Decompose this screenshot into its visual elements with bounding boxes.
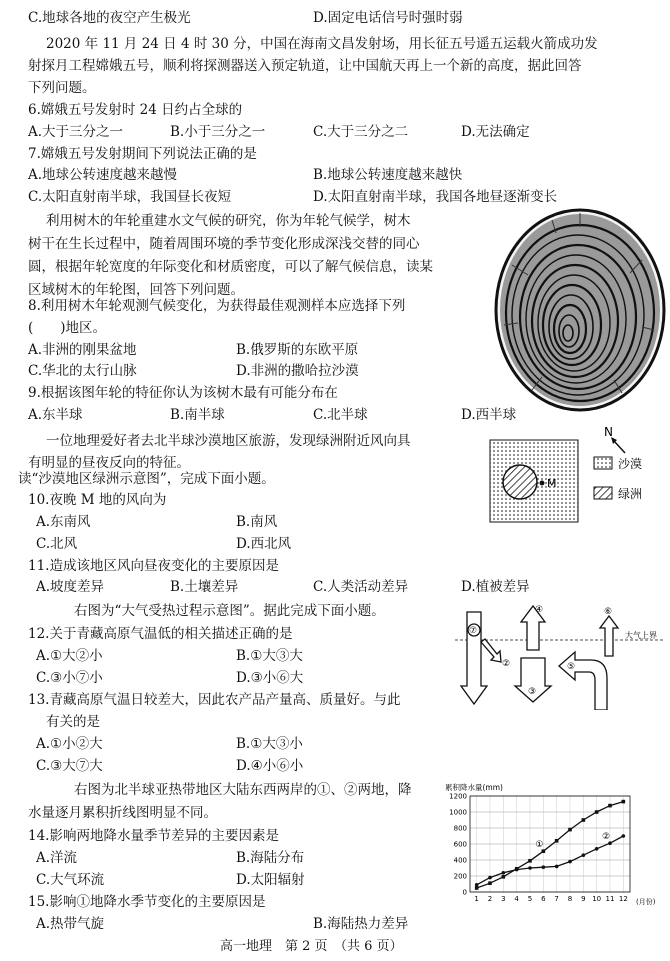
y-tick-label: 400 — [453, 856, 467, 865]
x-tick-label: 6 — [541, 895, 546, 903]
q11-option-c[interactable]: C.人类活动差异 — [313, 579, 409, 595]
option-d-phone: D.固定电话信号时强时弱 — [313, 10, 463, 26]
arrow-6 — [600, 616, 618, 656]
data-point — [475, 886, 479, 890]
chart-ylabel: 累积降水量(mm) — [445, 783, 503, 792]
question-10: 10.夜晚 M 地的风向为 — [28, 492, 167, 508]
q14-option-b[interactable]: B.海陆分布 — [236, 850, 305, 866]
q12-option-c[interactable]: C.③小⑦小 — [36, 670, 103, 686]
q11-option-b[interactable]: B.土壤差异 — [170, 579, 239, 595]
data-point — [595, 847, 599, 851]
passage-precip-line2: 水量逐月累积折线图明显不同。 — [28, 805, 217, 821]
oasis-area — [503, 465, 537, 499]
north-arrow-icon — [604, 425, 625, 453]
question-8-cont: ( )地区。 — [28, 320, 107, 336]
passage-oasis-line3: 读“沙漠地区绿洲示意图”，完成下面小题。 — [18, 471, 275, 487]
q11-option-d[interactable]: D.植被差异 — [461, 579, 530, 595]
q9-option-b[interactable]: B.南半球 — [170, 407, 225, 423]
q13-option-b[interactable]: B.①大③小 — [236, 736, 303, 752]
x-tick-label: 9 — [581, 895, 586, 903]
passage-atmos: 右图为“大气受热过程示意图”。据此完成下面小题。 — [74, 603, 385, 619]
passage-launch-line2: 射探月工程嫦娥五号，顺利将探测器送入预定轨道，让中国航天再上一个新的高度，据此回答 — [28, 58, 582, 74]
legend-desert-label: 沙漠 — [618, 457, 643, 471]
q6-option-d[interactable]: D.无法确定 — [461, 124, 530, 140]
q14-option-d[interactable]: D.太阳辐射 — [236, 872, 305, 888]
precipitation-chart — [440, 780, 665, 908]
chart-xlabel: (月份) — [636, 898, 656, 906]
q11-option-a[interactable]: A.坡度差异 — [36, 579, 105, 595]
q6-option-a[interactable]: A.大于三分之一 — [28, 124, 124, 140]
passage-tree-line4: 区域树木的年轮图，回答下列问题。 — [28, 282, 244, 298]
data-point — [622, 800, 626, 804]
question-7: 7.嫦娥五号发射期间下列说法正确的是 — [28, 146, 257, 162]
q10-option-d[interactable]: D.西北风 — [236, 536, 292, 552]
data-point — [488, 876, 492, 880]
series-label: ① — [535, 840, 544, 851]
q8-option-b[interactable]: B.俄罗斯的东欧平原 — [236, 342, 359, 358]
passage-tree-line3: 圆，根据年轮宽度的年际变化和材质密度，可以了解气候信息，读某 — [28, 259, 433, 275]
series-label: ② — [602, 832, 611, 843]
q7-option-b[interactable]: B.地球公转速度越来越快 — [313, 167, 463, 183]
data-point — [622, 834, 626, 838]
data-point — [582, 818, 586, 822]
q15-option-a[interactable]: A.热带气旋 — [36, 916, 105, 932]
legend-oasis-label: 绿洲 — [618, 487, 643, 501]
q7-option-c[interactable]: C.太阳直射南半球，我国昼长夜短 — [28, 189, 232, 205]
point-m — [540, 481, 545, 486]
y-tick-label: 600 — [453, 840, 467, 849]
q12-option-b[interactable]: B.①大③大 — [236, 648, 303, 664]
y-tick-label: 1200 — [449, 792, 467, 801]
x-tick-label: 12 — [618, 895, 628, 903]
y-tick-label: 1000 — [449, 808, 467, 817]
q9-option-c[interactable]: C.北半球 — [313, 407, 368, 423]
x-tick-label: 3 — [501, 895, 506, 903]
q12-option-a[interactable]: A.①大②小 — [36, 648, 103, 664]
data-point — [568, 860, 572, 864]
q8-option-c[interactable]: C.华北的太行山脉 — [28, 363, 137, 379]
q13-option-c[interactable]: C.③大⑦大 — [36, 758, 103, 774]
passage-oasis-line1: 一位地理爱好者去北半球沙漠地区旅游，发现绿洲附近风向具 — [46, 433, 411, 449]
data-point — [555, 839, 559, 843]
question-13-cont: 有关的是 — [46, 714, 100, 730]
q6-option-b[interactable]: B.小于三分之一 — [170, 124, 266, 140]
x-tick-label: 1 — [474, 895, 479, 903]
data-point — [528, 866, 532, 870]
passage-launch-line1: 2020 年 11 月 24 日 4 时 30 分，中国在海南文昌发射场，用长征五号遥五运载火箭成功发 — [46, 36, 598, 52]
label-2: ② — [502, 659, 511, 669]
q7-option-d[interactable]: D.太阳直射南半球，我国各地昼逐渐变长 — [313, 189, 558, 205]
series-line-2 — [477, 836, 624, 885]
top-of-atmosphere-label: 大气上界 — [625, 631, 657, 640]
point-m-label: M — [547, 477, 557, 490]
q12-option-d[interactable]: D.③小⑥大 — [236, 670, 304, 686]
q10-option-b[interactable]: B.南风 — [236, 514, 278, 530]
label-6: ⑥ — [604, 607, 613, 617]
passage-precip-line1: 右图为北半球亚热带地区大陆东西两岸的①、②两地，降 — [74, 782, 412, 798]
q10-option-c[interactable]: C.北风 — [36, 536, 78, 552]
arrow-2 — [481, 639, 501, 662]
q13-option-a[interactable]: A.①小②大 — [36, 736, 103, 752]
data-point — [502, 875, 506, 879]
y-tick-label: 800 — [453, 824, 467, 833]
label-7: ⑦ — [469, 626, 478, 636]
x-tick-label: 5 — [527, 895, 533, 903]
q14-option-a[interactable]: A.洋流 — [36, 850, 78, 866]
option-c-aurora: C.地球各地的夜空产生极光 — [28, 10, 191, 26]
atmospheric-heating-diagram — [455, 602, 665, 710]
y-tick-label: 200 — [453, 872, 467, 881]
q10-option-a[interactable]: A.东南风 — [36, 514, 91, 530]
q7-option-a[interactable]: A.地球公转速度越来越慢 — [28, 167, 178, 183]
question-12: 12.关于青藏高原气温低的相关描述正确的是 — [28, 626, 293, 642]
question-11: 11.造成该地区风向昼夜变化的主要原因是 — [28, 558, 279, 574]
label-3: ③ — [528, 687, 537, 697]
data-point — [568, 828, 572, 832]
passage-launch-line3: 下列问题。 — [28, 80, 96, 96]
x-tick-label: 11 — [605, 895, 615, 903]
legend-oasis-swatch — [594, 487, 612, 499]
q14-option-c[interactable]: C.大气环流 — [36, 872, 105, 888]
x-tick-label: 4 — [514, 895, 519, 903]
question-9: 9.根据该图年轮的特征你认为该树木最有可能分布在 — [28, 385, 338, 401]
y-tick-label: 0 — [462, 888, 467, 897]
data-point — [542, 865, 546, 869]
data-point — [488, 881, 492, 885]
q13-option-d[interactable]: D.④小⑥小 — [236, 758, 304, 774]
arrow-5 — [559, 652, 607, 710]
label-4: ④ — [535, 605, 544, 615]
passage-tree-line1: 利用树木的年轮重建水文气候的研究，你为年轮气候学，树木 — [46, 213, 411, 229]
x-tick-label: 10 — [592, 895, 602, 903]
question-6: 6.嫦娥五号发射时 24 日约占全球的 — [28, 102, 243, 118]
tree-ring-image — [492, 205, 667, 415]
data-point — [582, 853, 586, 857]
q15-option-b[interactable]: B.海陆热力差异 — [313, 916, 409, 932]
data-point — [555, 865, 559, 869]
data-point — [608, 804, 612, 808]
north-label: N — [604, 425, 613, 439]
x-tick-label: 7 — [554, 895, 559, 903]
label-5: ⑤ — [567, 662, 576, 672]
page-footer: 高一地理 第 2 页 （共 6 页） — [220, 939, 403, 954]
question-13: 13.青藏高原气温日较差大，因此农产品产量高、质量好。与此 — [28, 692, 401, 708]
question-14: 14.影响两地降水量季节差异的主要因素是 — [28, 828, 279, 844]
data-point — [595, 810, 599, 814]
data-point — [502, 871, 506, 875]
q9-option-d[interactable]: D.西半球 — [461, 407, 517, 423]
oasis-diagram — [488, 425, 670, 525]
passage-tree-line2: 树干在生长过程中，随着周围环境的季节变化形成深浅交替的同心 — [28, 236, 420, 252]
x-tick-label: 2 — [487, 895, 493, 903]
passage-oasis-line2: 有明显的昼夜反向的特征。 — [28, 455, 190, 471]
q8-option-d[interactable]: D.非洲的撒哈拉沙漠 — [236, 363, 359, 379]
data-point — [515, 868, 519, 872]
question-8: 8.利用树木年轮观测气候变化，为获得最佳观测样本应选择下列 — [28, 298, 406, 314]
q6-option-c[interactable]: C.大于三分之二 — [313, 124, 409, 140]
x-tick-label: 8 — [567, 895, 573, 903]
legend-desert-swatch — [594, 457, 612, 469]
data-point — [528, 859, 532, 863]
q9-option-a[interactable]: A.东半球 — [28, 407, 83, 423]
q8-option-a[interactable]: A.非洲的刚果盆地 — [28, 342, 137, 358]
data-point — [475, 883, 479, 887]
question-15: 15.影响①地降水季节变化的主要原因是 — [28, 894, 266, 910]
